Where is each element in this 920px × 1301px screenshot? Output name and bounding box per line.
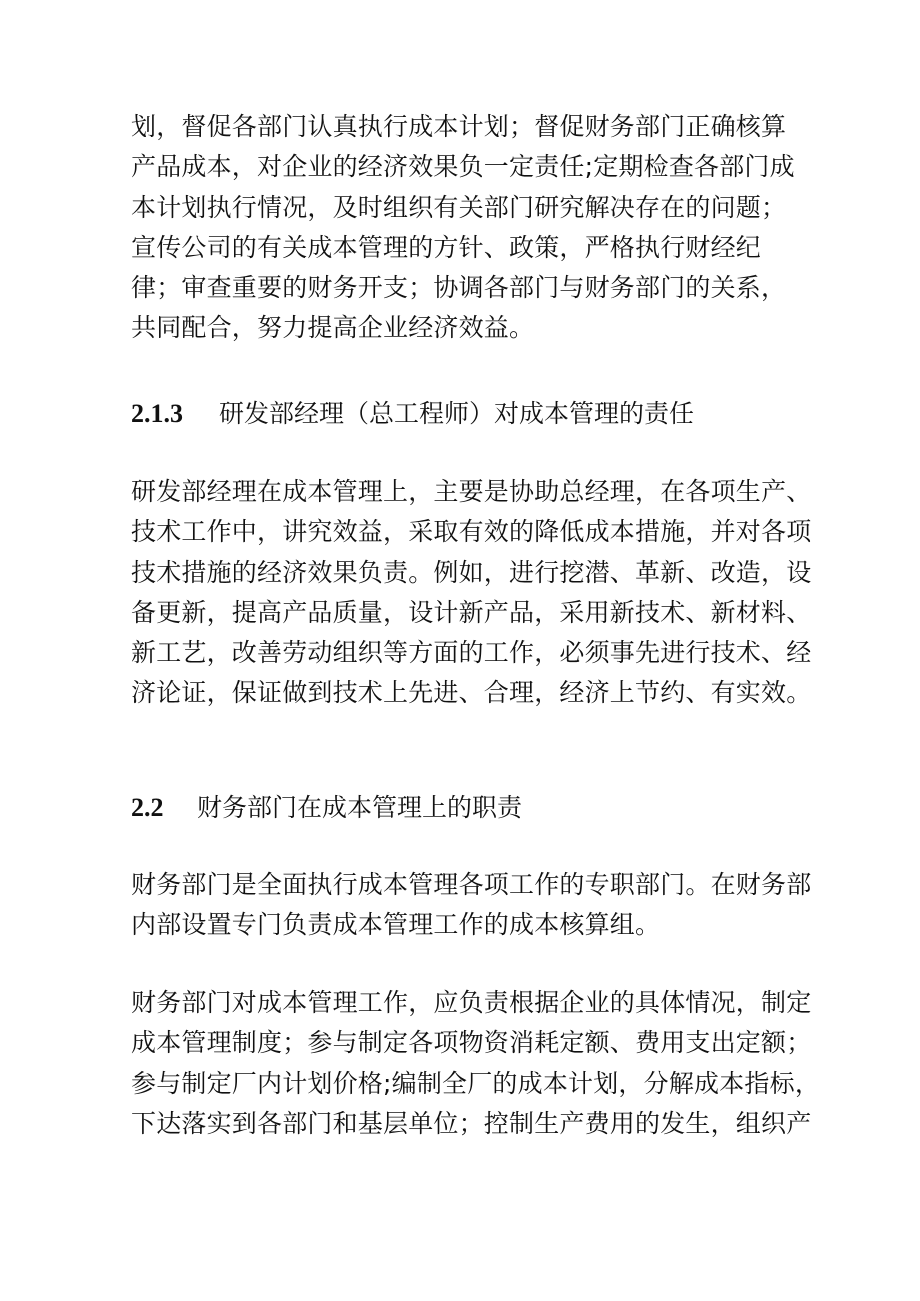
section-number: 2.2 (131, 793, 164, 822)
paragraph-line: 新工艺，改善劳动组织等方面的工作，必须事先进行技术、经 (131, 638, 812, 668)
paragraph-line: 内部设置专门负责成本管理工作的成本核算组。 (131, 910, 661, 940)
paragraph-line: 技术工作中，讲究效益，采取有效的降低成本措施，并对各项 (131, 517, 812, 547)
section-number: 2.1.3 (131, 399, 183, 428)
paragraph-line: 律；审查重要的财务开支；协调各部门与财务部门的关系， (131, 273, 787, 303)
section-title: 财务部门在成本管理上的职责 (197, 793, 523, 822)
paragraph-line: 技术措施的经济效果负责。例如，进行挖潜、革新、改造，设 (131, 557, 812, 587)
paragraph-line: 共同配合，努力提高企业经济效益。 (131, 313, 535, 343)
paragraph-line: 财务部门是全面执行成本管理各项工作的专职部门。在财务部 (131, 870, 812, 899)
section-title: 研发部经理（总工程师）对成本管理的责任 (219, 399, 695, 428)
section-heading-2-1-3 (131, 394, 694, 434)
paragraph-line: 研发部经理在成本管理上，主要是协助总经理，在各项生产、 (131, 477, 812, 506)
paragraph-line: 济论证，保证做到技术上先进、合理，经济上节约、有实效。 (131, 678, 812, 708)
paragraph-line: 本计划执行情况，及时组织有关部门研究解决存在的问题； (131, 192, 787, 222)
paragraph-line: 产品成本，对企业的经济效果负一定责任;定期检查各部门成 (131, 152, 795, 182)
paragraph-line: 成本管理制度；参与制定各项物资消耗定额、费用支出定额； (131, 1028, 812, 1058)
paragraph-finance-dept-duties (131, 983, 821, 1144)
paragraph-line: 宣传公司的有关成本管理的方针、政策，严格执行财经纪 (131, 232, 762, 262)
paragraph-line: 财务部门对成本管理工作，应负责根据企业的具体情况，制定 (131, 988, 812, 1017)
paragraph-rd-manager (131, 472, 811, 714)
paragraph-line: 下达落实到各部门和基层单位；控制生产费用的发生，组织产 (131, 1108, 812, 1138)
paragraph-line: 划，督促各部门认真执行成本计划；督促财务部门正确核算 (131, 112, 787, 141)
section-heading-2-2 (131, 788, 522, 828)
paragraph-line: 参与制定厂内计划价格;编制全厂的成本计划，分解成本指标， (131, 1068, 821, 1098)
paragraph-finance-dept-intro (131, 865, 811, 946)
paragraph-line: 备更新，提高产品质量，设计新产品，采用新技术、新材料、 (131, 597, 812, 627)
paragraph-responsibilities-continued (131, 107, 811, 349)
